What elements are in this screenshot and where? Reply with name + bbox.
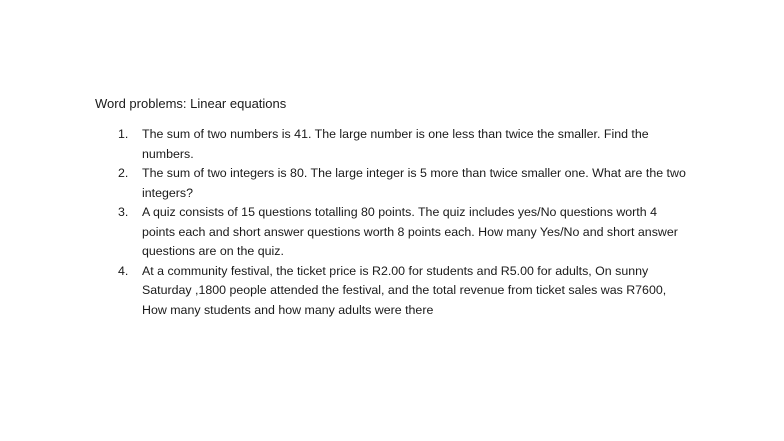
- problem-text: The sum of two numbers is 41. The large number is one less than twice the smaller. Find the numbers.: [142, 127, 649, 161]
- problem-number: 4.: [118, 263, 129, 278]
- problem-list: [118, 125, 693, 320]
- problem-text: At a community festival, the ticket price is R2.00 for students and R5.00 for adults, On sunny Saturday ,1800 people attended the festival, and the total revenue from ticket sales was R7600, How many students and how many adults were there: [142, 263, 667, 317]
- problem-text: The sum of two integers is 80. The large integer is 5 more than twice smaller one. What are the two integers?: [142, 166, 686, 200]
- problem-number: 3.: [118, 205, 129, 219]
- problem-text: A quiz consists of 15 questions totalling 80 points. The quiz includes yes/No questions worth 4 points each and short answer questions worth 8 points each. How many Yes/No and short answer questions are on the quiz.: [142, 205, 678, 258]
- problem-number: 2.: [118, 166, 129, 180]
- problem-item-4: [118, 262, 693, 321]
- problem-item-1: [118, 125, 693, 164]
- document-title: Word problems: Linear equations: [95, 96, 287, 111]
- problem-item-3: [118, 203, 693, 262]
- problem-item-2: [118, 164, 693, 203]
- problem-number: 1.: [118, 127, 129, 141]
